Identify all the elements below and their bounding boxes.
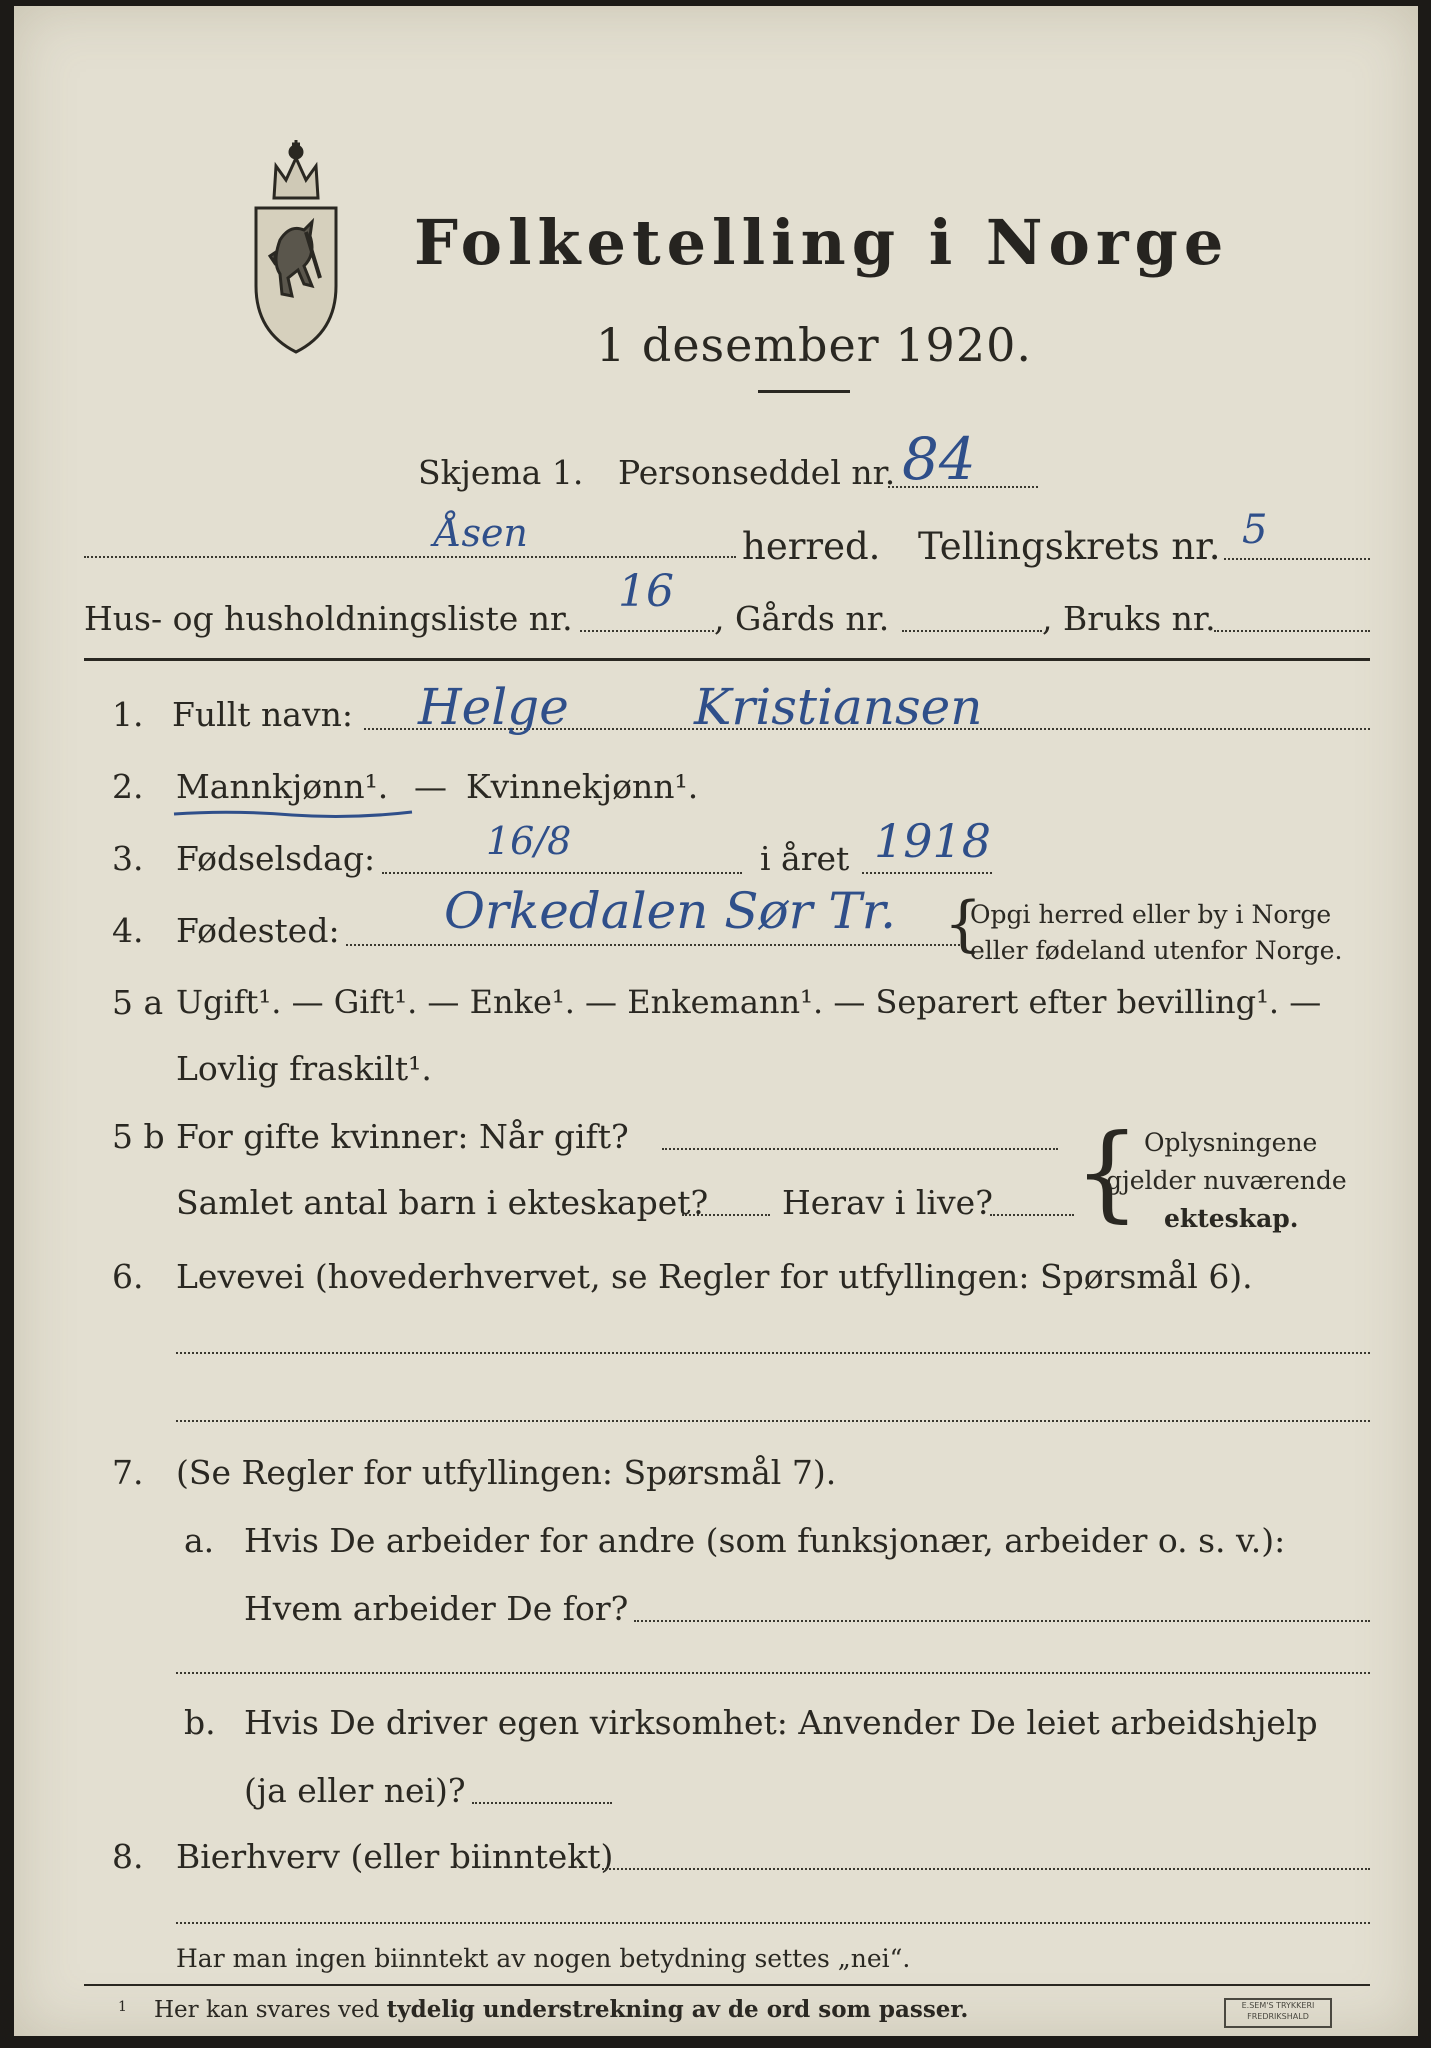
q2-female: Kvinnekjønn¹. [466, 767, 699, 806]
q3-label: Fødselsdag: [176, 839, 376, 878]
q3-year-field-line [862, 872, 992, 874]
q6-field-line-2 [176, 1420, 1370, 1422]
q5b-note-line2: gjelder nuværende [1106, 1166, 1347, 1195]
q5b-children-field-line [682, 1214, 770, 1216]
q7a-line1: Hvis De arbeider for andre (som funksjonær, arbeider o. s. v.): [244, 1521, 1286, 1560]
q7a-field-line-2 [176, 1672, 1370, 1674]
footnote-separator [84, 1984, 1370, 1986]
husliste-field-line [580, 630, 714, 632]
q8-number: 8. [112, 1837, 144, 1876]
q4-note-line2: eller fødeland utenfor Norge. [970, 936, 1343, 965]
q1-label: Fullt navn: [172, 695, 353, 734]
q2-male-underline [172, 806, 416, 822]
q7a-line2: Hvem arbeider De for? [244, 1589, 629, 1628]
q2-number: 2. [112, 767, 144, 806]
husliste-label: Hus- og husholdningsliste nr. [84, 599, 573, 638]
q1-last-name: Kristiansen [694, 678, 983, 736]
q5b-note-brace: { [1074, 1111, 1141, 1233]
q4-note-brace: { [944, 889, 983, 959]
q5b-children-label: Samlet antal barn i ekteskapet? [176, 1183, 709, 1222]
q7b-letter: b. [184, 1703, 216, 1742]
q1-first-name: Helge [418, 678, 569, 736]
printer-stamp-line1: E.SEM'S TRYKKERI [1241, 2001, 1315, 2010]
q5a-options: Ugift¹. — Gift¹. — Enke¹. — Enkemann¹. — Separert efter bevilling¹. — [176, 983, 1322, 1021]
footnote-text-plain: Her kan svares ved [154, 1997, 387, 2023]
q3-year-value: 1918 [874, 814, 992, 868]
tellingskrets-value: 5 [1242, 507, 1268, 553]
q7-label: (Se Regler for utfyllingen: Spørsmål 7). [176, 1453, 837, 1492]
q7a-letter: a. [184, 1521, 215, 1560]
census-form-page [14, 6, 1418, 2036]
footnote-text-bold: tydelig understrekning av de ord som passer. [386, 1996, 969, 2023]
q5b-number: 5 b [112, 1117, 165, 1156]
bruks-label: , Bruks nr. [1042, 599, 1216, 638]
norwegian-coat-of-arms-icon [246, 136, 346, 358]
biinntekt-note: Har man ingen biinntekt av nogen betydning settes „nei“. [176, 1944, 911, 1973]
tellingskrets-label: Tellingskrets nr. [918, 525, 1221, 568]
q5b-married-field-line [662, 1148, 1058, 1150]
husliste-value: 16 [618, 566, 674, 617]
personseddel-value: 84 [902, 425, 976, 493]
q6-number: 6. [112, 1257, 144, 1296]
q1-number: 1. [112, 695, 144, 734]
form-title: Folketelling i Norge [414, 206, 1230, 279]
herred-field-line [84, 556, 736, 558]
gards-label: , Gårds nr. [714, 599, 890, 638]
q6-label: Levevei (hovederhvervet, se Regler for utfyllingen: Spørsmål 6). [176, 1257, 1253, 1296]
q4-note-line1: Opgi herred eller by i Norge [970, 900, 1332, 929]
q7b-line2: (ja eller nei)? [244, 1771, 466, 1810]
gards-field-line [902, 630, 1042, 632]
q3-number: 3. [112, 839, 144, 878]
printer-stamp [1224, 1998, 1332, 2028]
q5b-alive-label: Herav i live? [782, 1183, 993, 1222]
census-date: 1 desember 1920. [596, 318, 1032, 372]
q3-field-line [382, 872, 742, 874]
q5a-options-cont: Lovlig fraskilt¹. [176, 1049, 432, 1088]
q6-field-line-1 [176, 1352, 1370, 1354]
q5b-married-label: For gifte kvinner: Når gift? [176, 1117, 629, 1156]
printer-stamp-line2: FREDRIKSHALD [1247, 2012, 1309, 2021]
herred-label: herred. [742, 525, 881, 568]
q5a-number: 5 a [112, 983, 164, 1022]
q4-number: 4. [112, 911, 144, 950]
q4-label: Fødested: [176, 911, 340, 950]
q7-number: 7. [112, 1453, 144, 1492]
q7b-line1: Hvis De driver egen virksomhet: Anvender De leiet arbeidshjelp [244, 1703, 1318, 1742]
bruks-field-line [1214, 630, 1370, 632]
q5b-note-line3: ekteskap. [1164, 1204, 1299, 1233]
q3-birthday-value: 16/8 [486, 819, 572, 863]
q8-field-line-1 [602, 1868, 1370, 1870]
title-divider [758, 390, 850, 393]
schema-label: Skjema 1. [418, 453, 584, 492]
header-separator [84, 658, 1370, 661]
footnote-text [154, 1998, 968, 2022]
herred-value: Åsen [434, 511, 528, 555]
q2-male: Mannkjønn¹. [176, 767, 389, 806]
tellingskrets-field-line [1224, 558, 1370, 560]
q5b-note-line1: Oplysningene [1144, 1128, 1318, 1157]
q7b-field-line [472, 1802, 612, 1804]
q4-birthplace-value: Orkedalen Sør Tr. [444, 882, 897, 940]
q8-label: Bierhverv (eller biinntekt) [176, 1837, 614, 1876]
q5b-alive-field-line [990, 1214, 1074, 1216]
q7a-field-line-1 [634, 1620, 1370, 1622]
q8-field-line-2 [176, 1922, 1370, 1924]
q3-year-label: i året [760, 839, 850, 878]
q2-separator: — [414, 767, 447, 806]
q4-field-line [346, 944, 960, 946]
personseddel-label: Personseddel nr. [618, 453, 896, 492]
footnote-mark: 1 [118, 1999, 127, 2015]
